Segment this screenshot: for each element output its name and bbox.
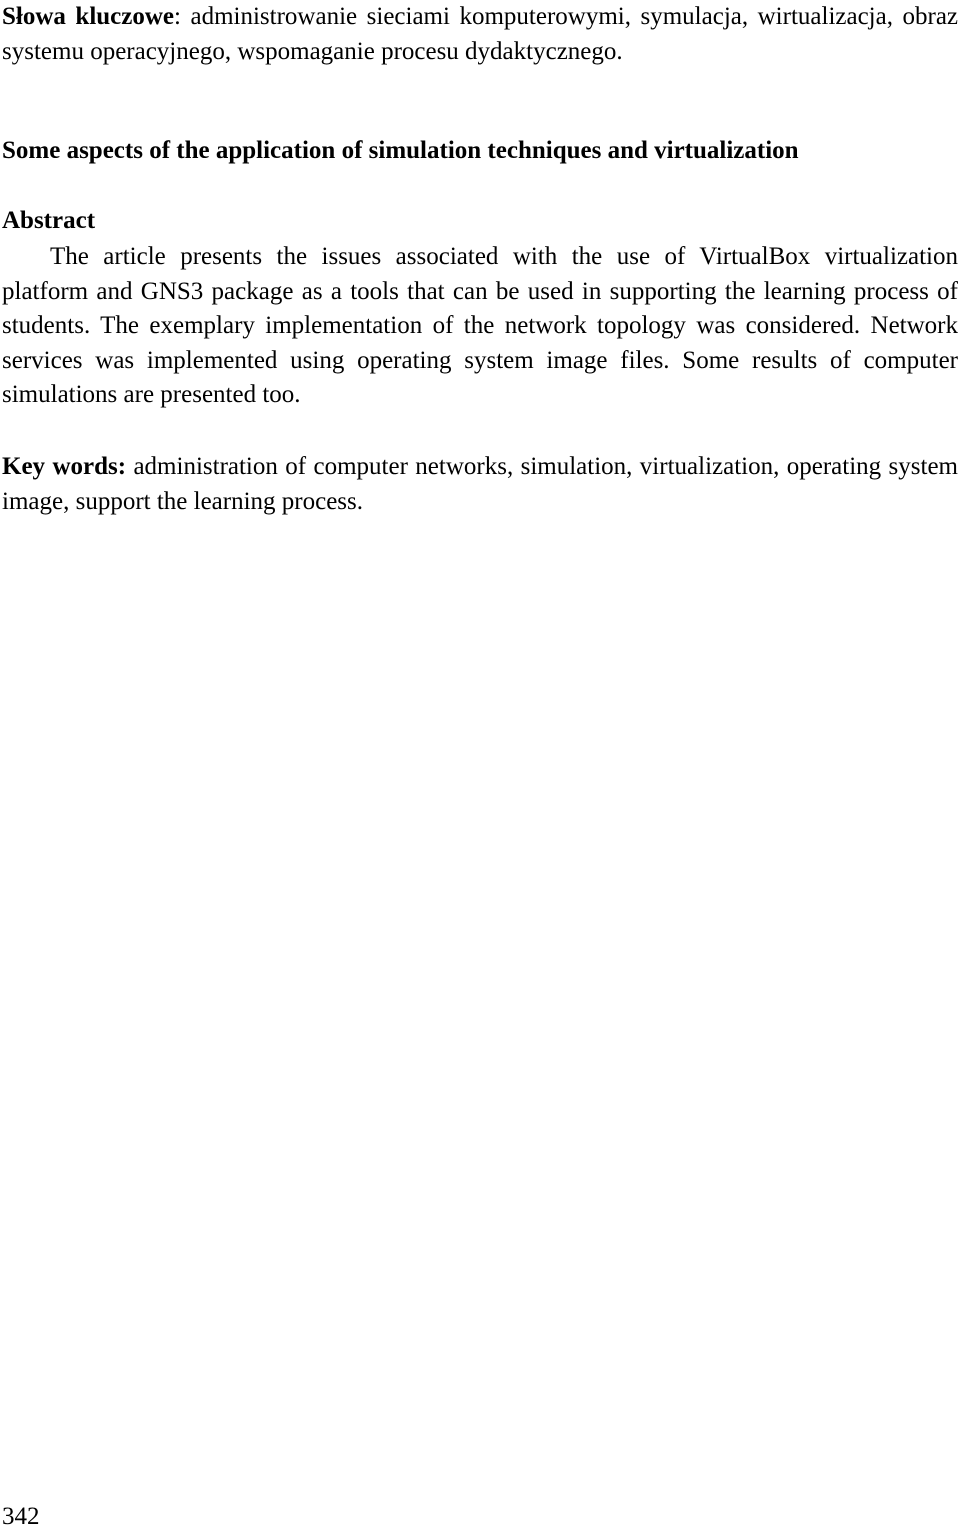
abstract-body: The article presents the issues associated with the use of VirtualBox virtualization platform and GNS3 package as a tools that can be used in supporting the learning process of students. The exemplary implementation of the network topology was considered. Network services was implemented using operating system image files. Some results of computer simulations are presented too.	[2, 243, 958, 408]
english-keywords-text: administration of computer networks, simulation, virtualization, operating system image, support the learning process.	[2, 453, 958, 515]
polish-keywords-text: : administrowanie sieciami komputerowymi, symulacja, wirtualizacja, obraz systemu operacyjnego, wspomaganie procesu dydaktycznego.	[2, 3, 959, 65]
english-title: Some aspects of the application of simulation techniques and virtualization	[2, 137, 799, 164]
page-number: 342	[2, 1503, 40, 1530]
abstract-heading: Abstract	[2, 207, 96, 234]
english-keywords-label: Key words:	[2, 453, 127, 480]
english-keywords	[2, 450, 958, 519]
polish-keywords	[2, 0, 958, 69]
polish-keywords-label: Słowa kluczowe	[2, 3, 175, 30]
